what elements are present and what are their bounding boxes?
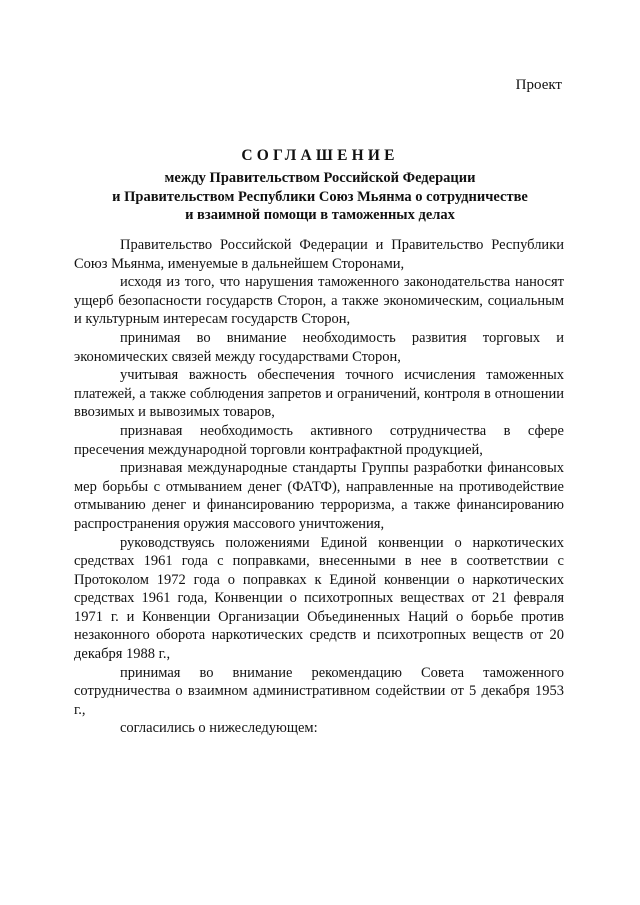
- paragraph-fatf: признавая международные стандарты Группы разработки финансовых мер борьбы с отмыванием денег (ФАТФ), направленные на противодействие отмыванию денег и финансированию терроризма, а также финансированию распространения оружия массового уничтожения,: [74, 460, 564, 532]
- paragraph-considering-trade: принимая во внимание необходимость развития торговых и экономических связей между государствами Сторон,: [74, 329, 564, 365]
- paragraph-recommendation: принимая во внимание рекомендацию Совета таможенного сотрудничества о взаимном административном содействии от 5 декабря 1953 г.,: [74, 664, 564, 718]
- subtitle-line: и взаимной помощи в таможенных делах: [185, 207, 455, 223]
- draft-label: Проект: [515, 77, 562, 93]
- document-title: СОГЛАШЕНИЕ: [241, 147, 399, 164]
- subtitle-line: и Правительством Республики Союз Мьянма о сотрудничестве: [112, 188, 528, 205]
- document-subtitle: [60, 169, 580, 225]
- document-body: [74, 236, 564, 738]
- paragraph-parties: Правительство Российской Федерации и Правительство Республики Союз Мьянма, именуемые в дальнейшем Сторонами,: [74, 237, 564, 272]
- subtitle-line: между Правительством Российской Федерации: [164, 170, 476, 186]
- paragraph-payments: учитывая важность обеспечения точного исчисления таможенных платежей, а также соблюдения запретов и ограничений, контроля в отношении ввозимых и вывозимых товаров,: [74, 367, 564, 421]
- paragraph-agreed: согласились о нижеследующем:: [120, 720, 318, 737]
- paragraph-conventions: руководствуясь положениями Единой конвенции о наркотических средствах 1961 года с поправками, внесенными в нее в соответствии с Протоколом 1972 года о поправках к Единой конвенции о наркотических средствах 1961 года, Конвенции о психотропных веществах от 21 февраля 1971 г. и Конвенции Организации Объединенных Наций о борьбе против незаконного оборота наркотических средств и психотропных веществ от 20 декабря 1988 г.,: [74, 534, 564, 663]
- paragraph-proceeding: исходя из того, что нарушения таможенного законодательства наносят ущерб безопасности государств Сторон, а также экономическим, социальным и культурным интересам государств Сторон,: [74, 274, 564, 328]
- paragraph-counterfeit: признавая необходимость активного сотрудничества в сфере пресечения международной торговли контрафактной продукцией,: [74, 422, 564, 458]
